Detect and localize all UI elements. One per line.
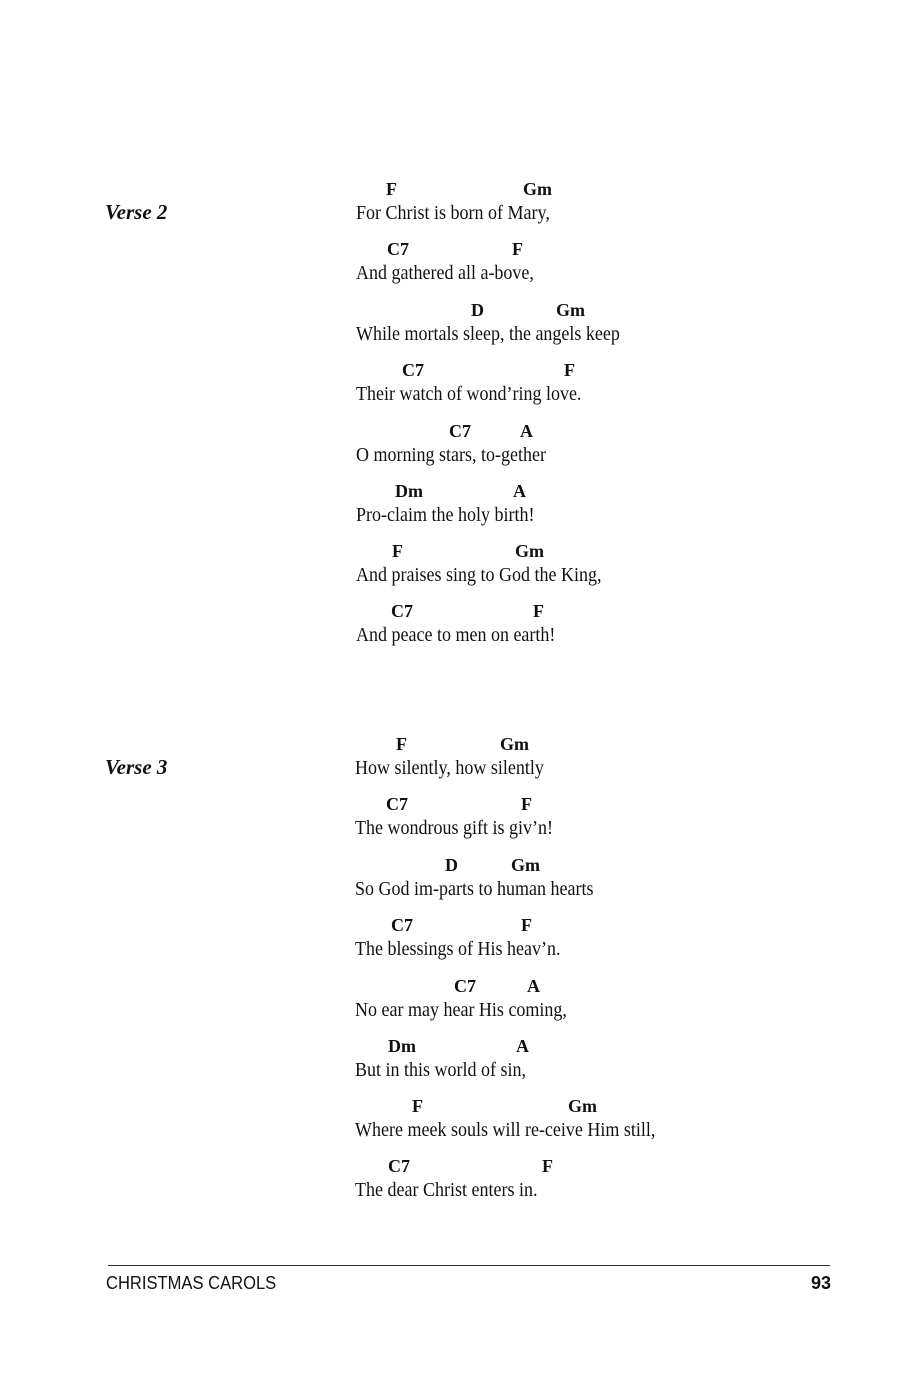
chord: C7 bbox=[387, 239, 409, 259]
chord: F bbox=[392, 541, 403, 561]
chord: D bbox=[471, 300, 484, 320]
lyric-line bbox=[0, 735, 900, 795]
lyric-line bbox=[0, 1157, 900, 1217]
verse-label: Verse 2 bbox=[105, 200, 168, 224]
lyric-text: Their watch of wond’ring love. bbox=[356, 383, 582, 405]
lyric-line bbox=[0, 422, 900, 482]
page-number: 93 bbox=[810, 1273, 831, 1293]
lyric-line bbox=[0, 602, 900, 662]
chord: Dm bbox=[388, 1036, 416, 1056]
lyric-line bbox=[0, 1097, 900, 1157]
chord: C7 bbox=[449, 421, 471, 441]
lyric-text: And praises sing to God the King, bbox=[356, 564, 602, 586]
chord: F bbox=[512, 239, 523, 259]
lyric-text: The dear Christ enters in. bbox=[355, 1179, 538, 1201]
lyric-line bbox=[0, 916, 900, 976]
chord: A bbox=[520, 421, 533, 441]
footer-book-title: CHRISTMAS CAROLS bbox=[106, 1273, 277, 1293]
lyric-line bbox=[0, 240, 900, 300]
lyric-line bbox=[0, 361, 900, 421]
chord: Gm bbox=[556, 300, 585, 320]
lyric-line bbox=[0, 977, 900, 1037]
verse-label: Verse 3 bbox=[105, 755, 168, 779]
lyric-line bbox=[0, 1037, 900, 1097]
chord: Gm bbox=[500, 734, 529, 754]
chord: Dm bbox=[395, 481, 423, 501]
chord: C7 bbox=[454, 976, 476, 996]
chord: F bbox=[396, 734, 407, 754]
lyric-text: Where meek souls will re-ceive Him still, bbox=[355, 1119, 656, 1141]
chord: F bbox=[533, 601, 544, 621]
lyric-line bbox=[0, 482, 900, 542]
chord: F bbox=[412, 1096, 423, 1116]
chord: C7 bbox=[402, 360, 424, 380]
chord: F bbox=[564, 360, 575, 380]
lyric-text: And peace to men on earth! bbox=[356, 624, 556, 646]
chord: A bbox=[513, 481, 526, 501]
lyric-line bbox=[0, 542, 900, 602]
chord: Gm bbox=[515, 541, 544, 561]
lyric-text: The blessings of His heav’n. bbox=[355, 938, 561, 960]
chord: A bbox=[516, 1036, 529, 1056]
chord: F bbox=[542, 1156, 553, 1176]
chord: D bbox=[445, 855, 458, 875]
lyric-line bbox=[0, 180, 900, 240]
chord: F bbox=[521, 794, 532, 814]
chord: A bbox=[527, 976, 540, 996]
chord: C7 bbox=[391, 601, 413, 621]
chord: F bbox=[521, 915, 532, 935]
lyric-text: How silently, how silently bbox=[355, 757, 544, 779]
lyric-line bbox=[0, 795, 900, 855]
chord: C7 bbox=[388, 1156, 410, 1176]
chord: Gm bbox=[523, 179, 552, 199]
lyric-line bbox=[0, 301, 900, 361]
chord: C7 bbox=[391, 915, 413, 935]
chord: Gm bbox=[511, 855, 540, 875]
lyric-text: For Christ is born of Mary, bbox=[356, 202, 550, 224]
chord: Gm bbox=[568, 1096, 597, 1116]
lyric-text: So God im-parts to human hearts bbox=[355, 878, 594, 900]
lyric-text: While mortals sleep, the angels keep bbox=[356, 323, 620, 345]
lyric-text: But in this world of sin, bbox=[355, 1059, 527, 1081]
chord: C7 bbox=[386, 794, 408, 814]
lyric-text: The wondrous gift is giv’n! bbox=[355, 817, 553, 839]
lyric-line bbox=[0, 856, 900, 916]
lyric-text: O morning stars, to-gether bbox=[356, 444, 546, 466]
lyric-text: And gathered all a-bove, bbox=[356, 262, 534, 284]
chord: F bbox=[386, 179, 397, 199]
lyric-text: No ear may hear His coming, bbox=[355, 999, 567, 1021]
lyric-text: Pro-claim the holy birth! bbox=[356, 504, 535, 526]
footer-divider bbox=[108, 1265, 830, 1266]
